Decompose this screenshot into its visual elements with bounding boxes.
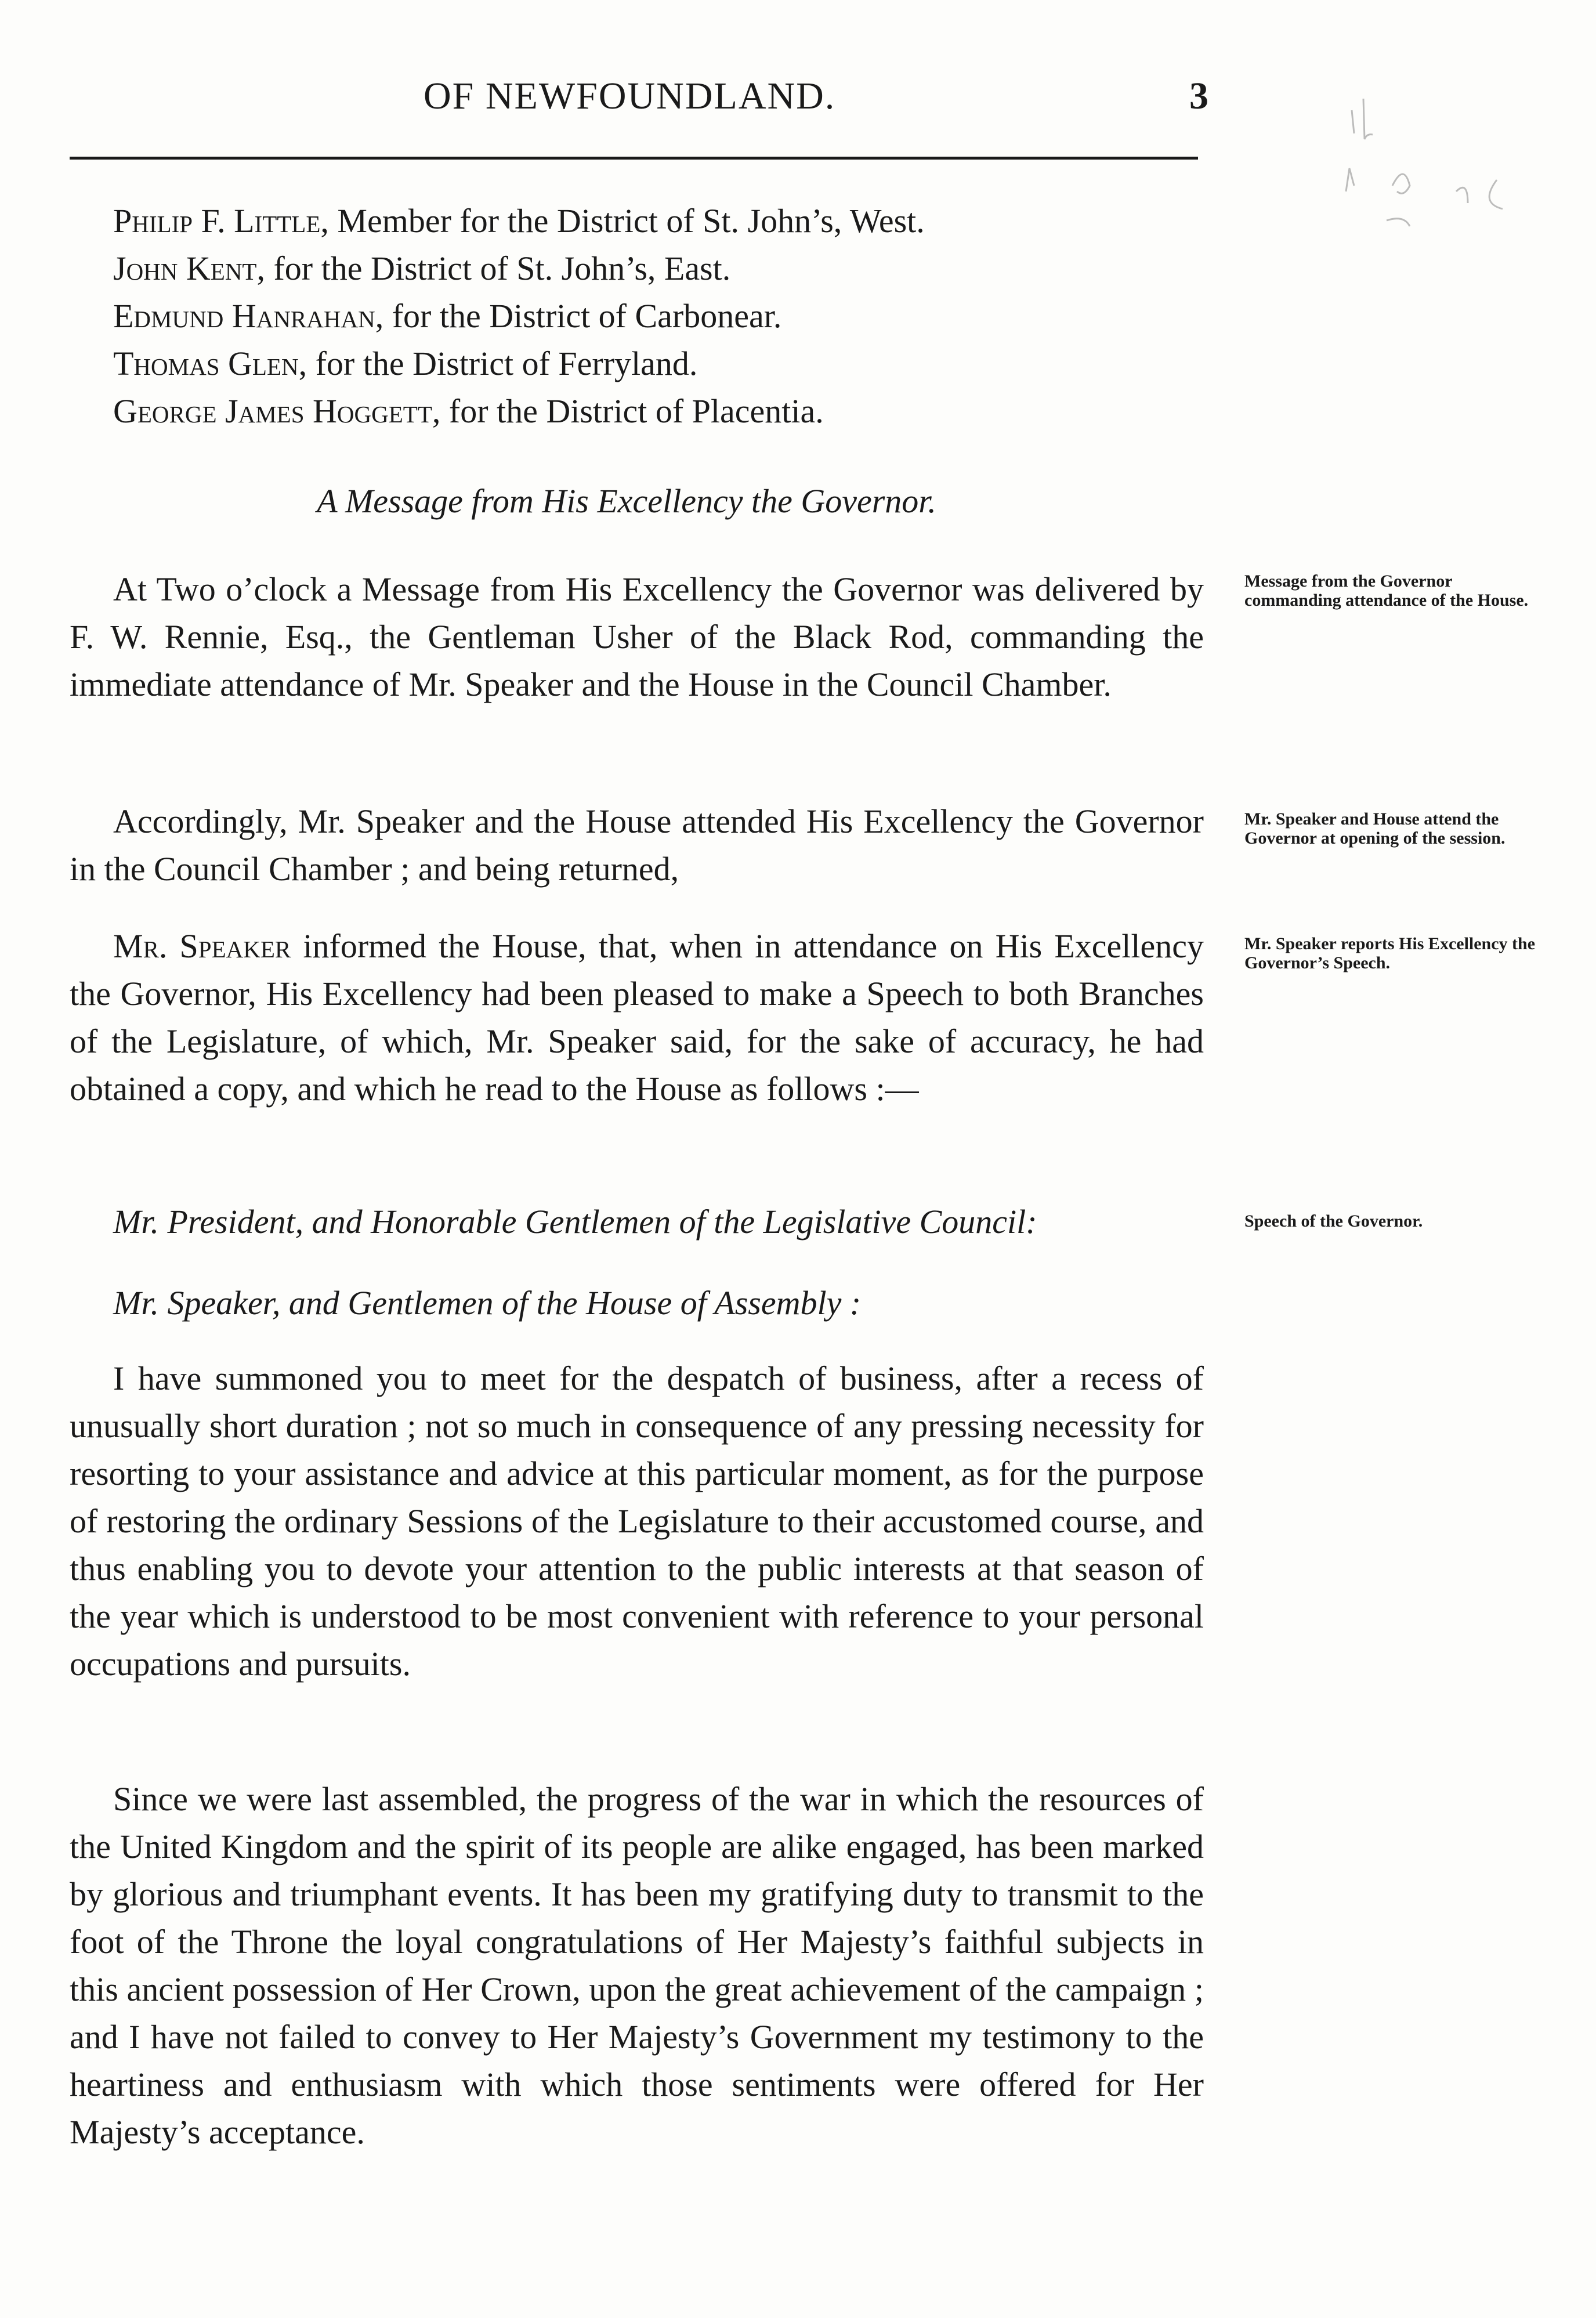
running-head: OF NEWFOUNDLAND. bbox=[424, 75, 836, 117]
member-row bbox=[113, 292, 1204, 340]
paragraph-message-delivered: At Two o’clock a Message from His Excellency the Governor was delivered by F. W. Rennie, Esq., the Gentleman Usher of the Black Rod, commanding the immediate attendance of Mr. Speaker and the House in the Council Chamber. bbox=[70, 570, 1204, 703]
speaker-name: Mr. Speaker bbox=[113, 927, 291, 965]
margin-note-attendance: Mr. Speaker and House attend the Governor at opening of the session. bbox=[1244, 809, 1505, 848]
margin-note-speech-report: Mr. Speaker reports His Excellency the Governor’s Speech. bbox=[1244, 934, 1536, 972]
member-district: , for the District of Carbonear. bbox=[375, 297, 782, 335]
member-row bbox=[113, 388, 1204, 435]
margin-note-message: Message from the Governor commanding attendance of the House. bbox=[1244, 572, 1529, 610]
member-name: Edmund Hanrahan bbox=[113, 297, 375, 335]
address-legislative-council: Mr. President, and Honorable Gentlemen of the Legislative Council: bbox=[113, 1203, 1037, 1241]
member-list bbox=[70, 197, 1204, 435]
member-district: , for the District of Ferryland. bbox=[298, 345, 698, 382]
paragraph-speaker-reports bbox=[70, 923, 1204, 1113]
header-rule bbox=[70, 157, 1198, 160]
paragraph-speech-summons: I have summoned you to meet for the despatch of business, after a recess of unusually short duration ; not so much in consequence of any pressing necessity for resorting to your assistance and advice at this particular moment, as for the purpose of restoring the ordinary Sessions of the Legislature to their accustomed course, and thus enabling you to devote your attention to the public interests at that season of the year which is understood to be most convenient with reference to your personal occupations and pursuits. bbox=[70, 1359, 1204, 1683]
member-row bbox=[113, 340, 1204, 388]
pencil-marks bbox=[1329, 75, 1549, 284]
member-district: , for the District of Placentia. bbox=[432, 392, 824, 430]
margin-note-governor-speech: Speech of the Governor. bbox=[1244, 1212, 1423, 1231]
address-house-of-assembly: Mr. Speaker, and Gentlemen of the House of Assembly : bbox=[113, 1284, 862, 1322]
paragraph-house-attended: Accordingly, Mr. Speaker and the House attended His Excellency the Governor in the Council Chamber ; and being returned, bbox=[70, 802, 1204, 888]
member-district: , Member for the District of St. John’s, West. bbox=[320, 202, 925, 240]
member-row bbox=[113, 197, 1204, 245]
member-row bbox=[113, 245, 1204, 292]
member-name: John Kent bbox=[113, 249, 257, 287]
member-name: Philip F. Little bbox=[113, 202, 321, 240]
page-number: 3 bbox=[1189, 75, 1208, 117]
section-heading: A Message from His Excellency the Governor. bbox=[317, 482, 936, 520]
member-name: Thomas Glen bbox=[113, 345, 299, 382]
member-district: , for the District of St. John’s, East. bbox=[256, 249, 731, 287]
member-name: George James Hoggett bbox=[113, 392, 432, 430]
paragraph-speech-war: Since we were last assembled, the progress of the war in which the resources of the United Kingdom and the spirit of its people are alike engaged, has been marked by glorious and triumphant events. It has been my gratifying duty to transmit to the foot of the Throne the loyal congratulations of Her Majesty’s faithful subjects in this ancient possession of Her Crown, upon the great achievement of the campaign ; and I have not failed to convey to Her Majesty’s Government my testimony to the heartiness and enthusiasm with which those sentiments were offered for Her Majesty’s acceptance. bbox=[70, 1780, 1204, 2151]
speaker-report-text: informed the House, that, when in attendance on His Excellency the Governor, His Excellency had been pleased to make a Speech to both Branches of the Legislature, of which, Mr. Speaker said, for the sake of accuracy, he had obtained a copy, and which he read to the House as follows :— bbox=[70, 927, 1204, 1108]
